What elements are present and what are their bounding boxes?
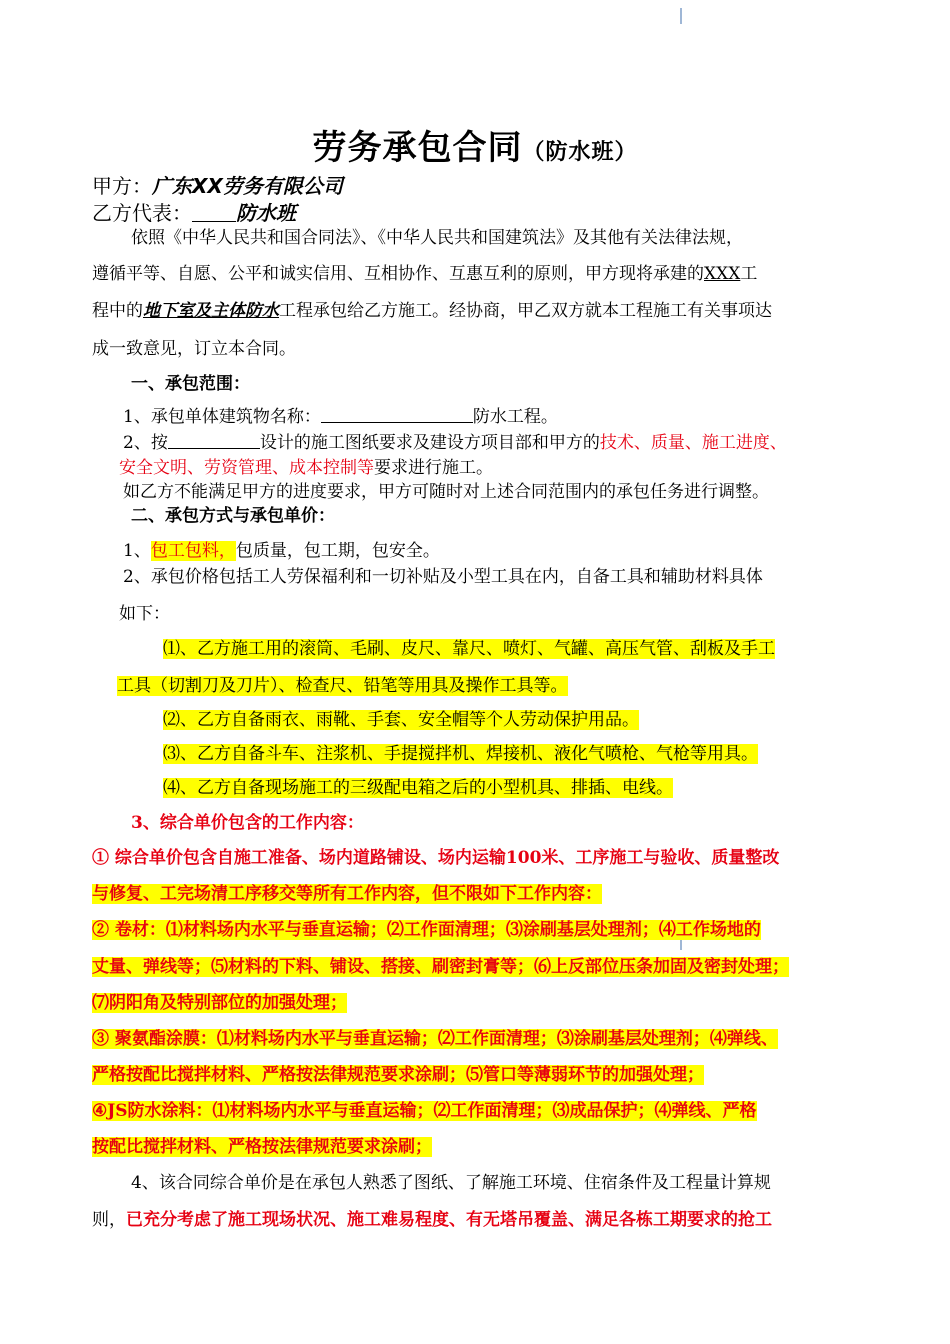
tool-item-1-cont <box>117 676 950 696</box>
party-b-value: 防水班 <box>236 201 296 225</box>
work-2-line-3 <box>92 993 950 1013</box>
work-4-line-1 <box>92 1101 950 1121</box>
design-unit-blank <box>168 434 260 449</box>
work-1-line-2 <box>92 884 950 904</box>
intro-line-3-start: 程中的 <box>92 301 143 321</box>
s2-item-1-highlight: 包工包料， <box>150 541 236 561</box>
s1-item-2 <box>123 433 950 453</box>
work-3-line-1-text: ③ 聚氨酯涂膜：⑴材料场内水平与垂直运输；⑵工作面清理；⑶涂刷基层处理剂；⑷弹线、 <box>92 1029 778 1049</box>
intro-line-4: 成一致意见，订立本合同。 <box>92 339 296 359</box>
intro-line-2-end: 工 <box>740 264 758 284</box>
party-b-blank <box>192 205 236 222</box>
tool-item-1-cont-text: 工具（切割刀及刀片）、检查尺、铅笔等用具及操作工具等。 <box>117 676 568 696</box>
work-2-line-1-text: ② 卷材：⑴材料场内水平与垂直运输；⑵工作面清理；⑶涂刷基层处理剂；⑷工作场地的 <box>92 920 761 940</box>
tool-item-3-text: ⑶、乙方自备斗车、注浆机、手提搅拌机、焊接机、液化气喷枪、气枪等用具。 <box>163 744 758 764</box>
tool-item-3 <box>163 744 950 764</box>
work-1-line-1: ① 综合单价包含自施工准备、场内道路铺设、场内运输100米、工序施工与验收、质量整改 <box>92 848 780 868</box>
title-sub: （防水班） <box>522 139 638 165</box>
tool-item-2 <box>163 710 950 730</box>
s2-item-1-num: 1、 <box>123 541 151 561</box>
s1-item-2-red-1: 技术、质量、施工进度、 <box>599 433 787 453</box>
s1-item-1-end: 防水工程。 <box>472 407 558 427</box>
tool-item-4-text: ⑷、乙方自备现场施工的三级配电箱之后的小型机具、排插、电线。 <box>163 778 673 798</box>
project-scope: 地下室及主体防水 <box>143 301 279 321</box>
party-a-line <box>92 174 950 198</box>
intro-line-3 <box>92 301 950 321</box>
work-2-line-2 <box>92 957 950 977</box>
s1-item-2-red-2: 安全文明、劳资管理、成本控制等 <box>119 458 374 478</box>
work-3-line-2-text: 严格按配比搅拌材料、严格按法律规范要求涂刷；⑸管口等薄弱环节的加强处理； <box>92 1065 704 1085</box>
project-name: XXX <box>704 264 741 284</box>
intro-line-3-text: 工程承包给乙方施工。经协商，甲乙双方就本工程施工有关事项达 <box>279 301 772 321</box>
s4-line-1: 4、该合同综合单价是在承包人熟悉了图纸、了解施工环境、住宿条件及工程量计算规 <box>131 1173 771 1193</box>
intro-line-1: 依照《中华人民共和国合同法》、《中华人民共和国建筑法》及其他有关法律法规， <box>131 228 743 248</box>
s1-item-1 <box>123 407 950 427</box>
s2-item-2: 2、承包价格包括工人劳保福利和一切补贴及小型工具在内，自备工具和辅助材料具体 <box>123 567 763 587</box>
work-2-line-1 <box>92 920 950 940</box>
work-3-line-2 <box>92 1065 950 1085</box>
party-b-label: 乙方代表： <box>92 201 192 225</box>
s1-item-2-text: 设计的施工图纸要求及建设方项目部和甲方的 <box>259 433 600 453</box>
s1-item-2-start: 2、按 <box>123 433 168 453</box>
s2-item-1-text: 包质量，包工期，包安全。 <box>235 541 440 561</box>
party-a-value: 广东XX劳务有限公司 <box>152 174 343 198</box>
s1-item-2-cont <box>119 458 950 478</box>
page-corner-mark <box>680 8 682 24</box>
section-3-heading: 3、综合单价包含的工作内容： <box>131 813 364 833</box>
tool-item-1-text: ⑴、乙方施工用的滚筒、毛刷、皮尺、靠尺、喷灯、气罐、高压气管、刮板及手工 <box>163 639 775 659</box>
party-a-label: 甲方： <box>92 174 152 198</box>
building-name-blank <box>321 408 473 423</box>
intro-line-2-text: 遵循平等、自愿、公平和诚实信用、互相协作、互惠互利的原则，甲方现将承建的 <box>92 264 704 284</box>
tool-item-2-text: ⑵、乙方自备雨衣、雨靴、手套、安全帽等个人劳动保护用品。 <box>163 710 639 730</box>
work-1-line-2-text: 与修复、工完场清工序移交等所有工作内容，但不限如下工作内容： <box>92 884 602 904</box>
document-title <box>0 128 950 169</box>
s1-item-1-text: 1、承包单体建筑物名称： <box>123 407 321 427</box>
section-1-heading: 一、承包范围： <box>131 374 250 394</box>
work-2-line-2-text: 丈量、弹线等；⑸材料的下料、铺设、搭接、刷密封膏等；⑹上反部位压条加固及密封处理； <box>92 957 789 977</box>
title-main: 劳务承包合同 <box>312 128 523 168</box>
work-2-line-3-text: ⑺阴阳角及特别部位的加强处理； <box>92 993 347 1013</box>
work-4-line-2 <box>92 1137 950 1157</box>
s2-item-1 <box>123 541 950 561</box>
s4-line-2-red: 已充分考虑了施工现场状况、施工难易程度、有无塔吊覆盖、满足各栋工期要求的抢工 <box>126 1210 772 1230</box>
tool-item-4 <box>163 778 950 798</box>
s4-line-2 <box>92 1210 950 1230</box>
work-3-line-1 <box>92 1029 950 1049</box>
s4-line-2-start: 则， <box>92 1210 126 1230</box>
tool-item-1 <box>163 639 950 659</box>
s1-item-2-end: 要求进行施工。 <box>374 458 493 478</box>
section-2-heading: 二、承包方式与承包单价： <box>131 506 335 526</box>
intro-line-2 <box>92 264 950 284</box>
work-4-line-2-text: 按配比搅拌材料、严格按法律规范要求涂刷； <box>92 1137 432 1157</box>
party-b-line <box>92 201 950 225</box>
s2-item-2-cont: 如下： <box>119 604 170 624</box>
s1-note: 如乙方不能满足甲方的进度要求，甲方可随时对上述合同范围内的承包任务进行调整。 <box>123 482 769 502</box>
work-4-line-1-text: ④JS防水涂料：⑴材料场内水平与垂直运输；⑵工作面清理；⑶成品保护；⑷弹线、严格 <box>92 1101 757 1121</box>
